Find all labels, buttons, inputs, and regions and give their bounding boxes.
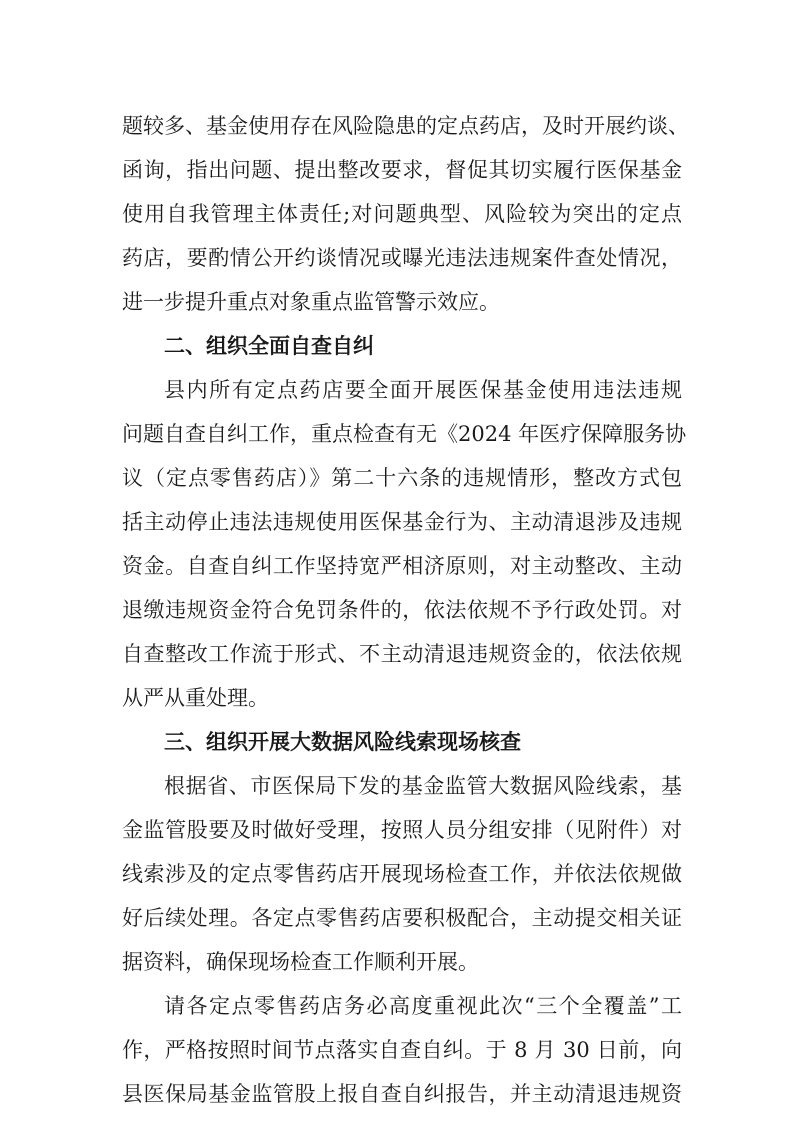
paragraph-line: 请各定点零售药店务必高度重视此次“三个全覆盖”工: [164, 994, 682, 1018]
paragraph-line: 好后续处理。各定点零售药店要积极配合，主动提交相关证: [122, 906, 682, 930]
paragraph-line: 作，严格按照时间节点落实自查自纠。于 8 月 30 日前，向: [122, 1038, 682, 1062]
paragraph-line: 县医保局基金监管股上报自查自纠报告，并主动清退违规资: [122, 1082, 682, 1106]
paragraph-line: 括主动停止违法违规使用医保基金行为、主动清退涉及违规: [122, 510, 682, 534]
paragraph-line: 从严从重处理。: [122, 686, 269, 710]
paragraph-line: 问题自查自纠工作，重点检查有无《2024 年医疗保障服务协: [122, 422, 687, 446]
paragraph-line: 资金。自查自纠工作坚持宽严相济原则，对主动整改、主动: [122, 554, 682, 578]
paragraph-line: 退缴违规资金符合免罚条件的，依法依规不予行政处罚。对: [122, 598, 682, 622]
paragraph-line: 金监管股要及时做好受理，按照人员分组安排（见附件）对: [122, 818, 682, 842]
paragraph-line: 自查整改工作流于形式、不主动清退违规资金的，依法依规: [122, 642, 682, 666]
paragraph-line: 线索涉及的定点零售药店开展现场检查工作，并依法依规做: [122, 862, 682, 886]
paragraph-line: 进一步提升重点对象重点监管警示效应。: [122, 290, 500, 314]
paragraph-line: 药店，要酌情公开约谈情况或曝光违法违规案件查处情况，: [122, 246, 682, 270]
paragraph-line: 使用自我管理主体责任;对问题典型、风险较为突出的定点: [122, 202, 682, 226]
paragraph-line: 函询，指出问题、提出整改要求，督促其切实履行医保基金: [122, 158, 682, 182]
document-body: [122, 104, 689, 1116]
section-heading: 二、组织全面自查自纠: [164, 334, 374, 358]
paragraph-line: 据资料，确保现场检查工作顺利开展。: [122, 950, 479, 974]
paragraph-line: 议（定点零售药店）》第二十六条的违规情形，整改方式包: [122, 466, 682, 490]
paragraph-line: 县内所有定点药店要全面开展医保基金使用违法违规: [164, 378, 682, 402]
paragraph-line: 根据省、市医保局下发的基金监管大数据风险线索，基: [164, 774, 682, 798]
paragraph-line: 题较多、基金使用存在风险隐患的定点药店，及时开展约谈、: [122, 114, 689, 138]
section-heading: 三、组织开展大数据风险线索现场核查: [164, 730, 521, 754]
